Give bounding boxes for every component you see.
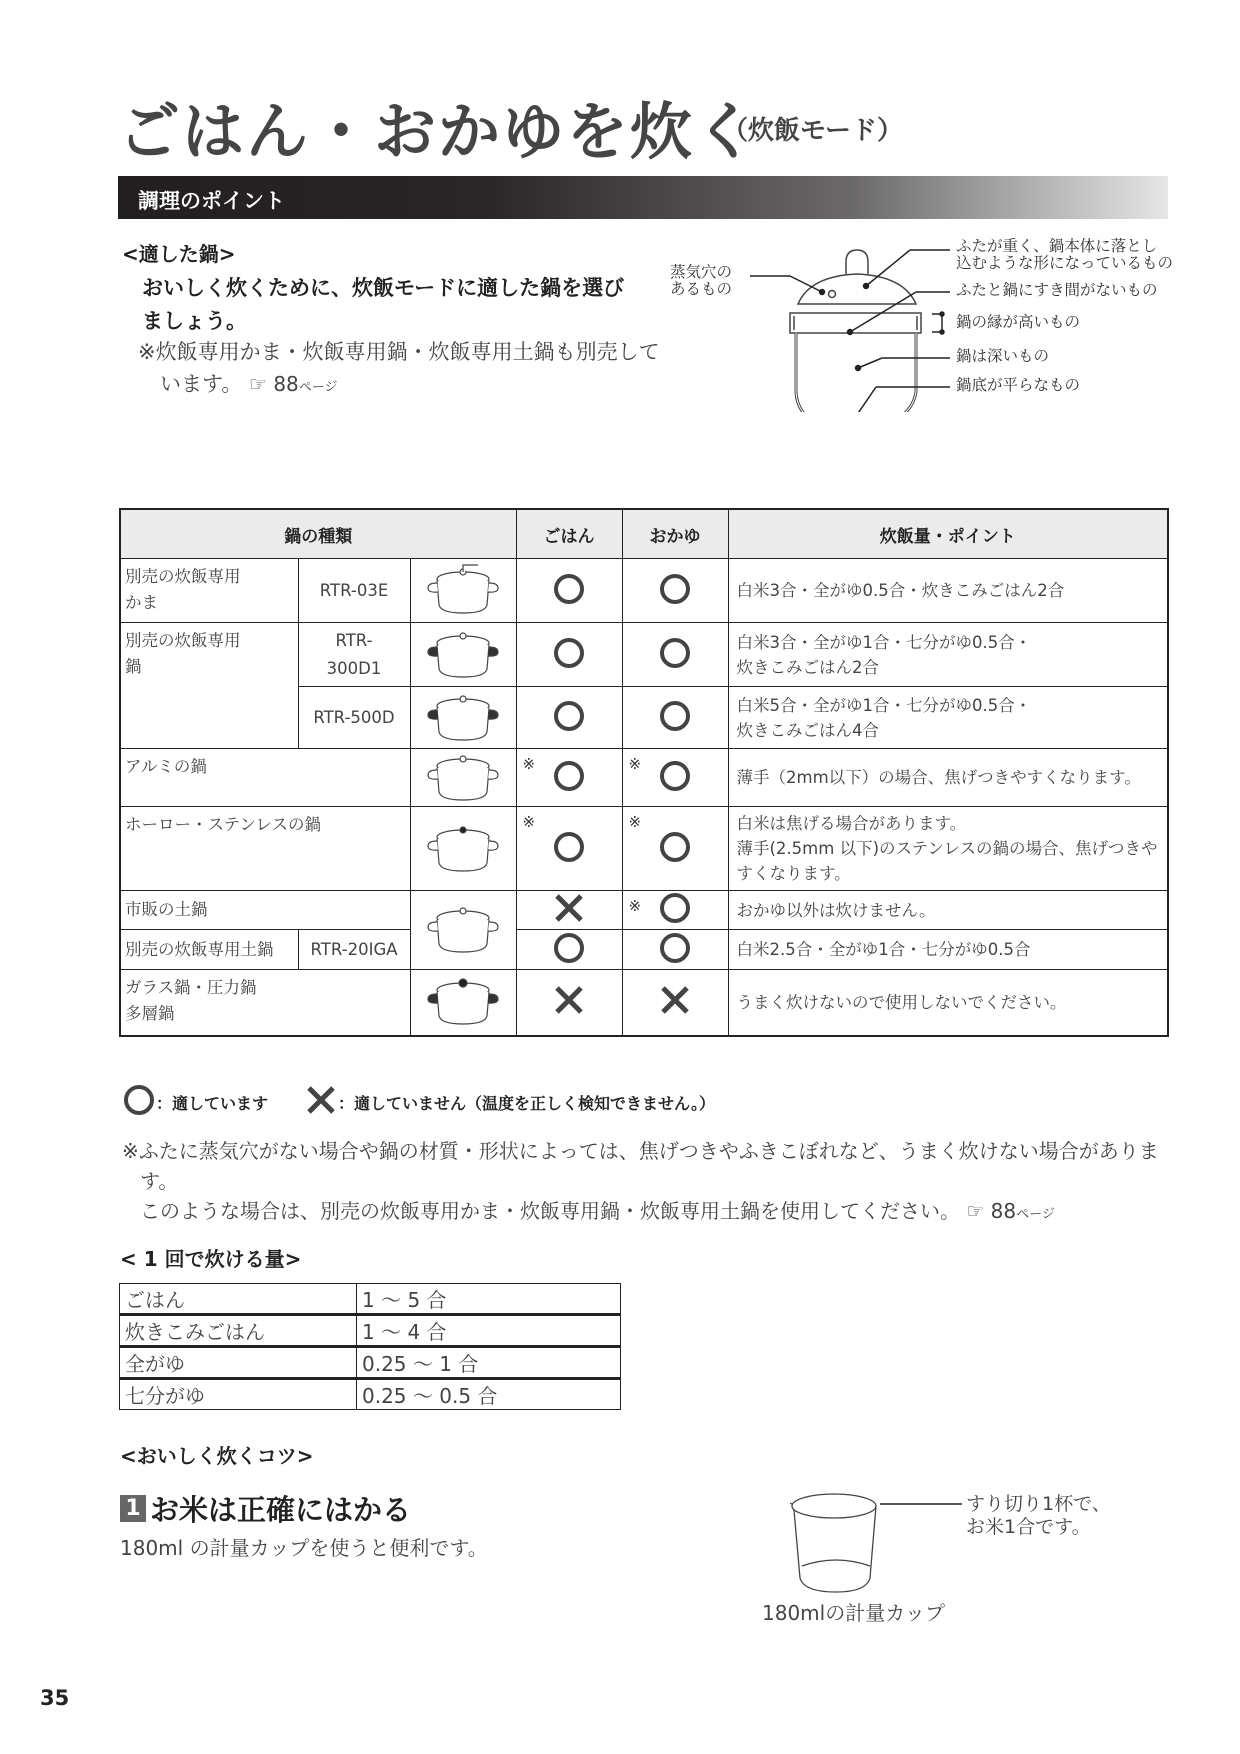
- okayu-suitability: [622, 623, 728, 687]
- diagram-label-no-gap: ふたと鍋にすき間がないもの: [956, 281, 1158, 299]
- gohan-suitability: [516, 559, 622, 623]
- caution-note: [122, 1136, 1182, 1230]
- page-number: 35: [40, 1686, 70, 1710]
- pointing-hand-icon: ☞: [966, 1199, 985, 1223]
- note-mark: ※: [522, 755, 536, 773]
- table-row: [120, 970, 1168, 1036]
- table-row: [120, 891, 1168, 930]
- pot-model: RTR-20IGA: [298, 930, 410, 970]
- reference-page-suffix: ページ: [1016, 1207, 1055, 1222]
- caution-note-line2-text: このような場合は、別売の炊飯専用かま・炊飯専用鍋・炊飯専用土鍋を使用してください。: [140, 1199, 960, 1223]
- table-row: [120, 807, 1168, 891]
- pot-type-name: 別売の炊飯専用土鍋: [120, 930, 298, 970]
- page-title: ごはん・おかゆを炊く: [118, 95, 759, 168]
- gohan-suitability: [516, 807, 622, 891]
- circle-ok-icon: [658, 931, 692, 969]
- gohan-suitability: [516, 623, 622, 687]
- rice-pot-icon: [418, 664, 508, 683]
- okayu-suitability: [622, 930, 728, 970]
- pot-point: うまく炊けないので使用しないでください。: [728, 970, 1168, 1036]
- header-pot-type: 鍋の種類: [120, 509, 516, 559]
- capacity-item: ごはん: [120, 1284, 357, 1315]
- okayu-suitability: [622, 891, 728, 930]
- section-bar: [118, 176, 1168, 219]
- okayu-suitability: [622, 970, 728, 1036]
- table-row: [120, 1379, 621, 1410]
- capacity-item: 炊きこみごはん: [120, 1315, 357, 1347]
- cup-note: すり切り1杯で、 お米1合です。: [966, 1493, 1111, 1538]
- gohan-suitability: [516, 749, 622, 807]
- pot-compatibility-table: [119, 508, 1169, 1037]
- diagram-label-deep: 鍋は深いもの: [956, 347, 1050, 365]
- step-title-text: お米は正確にはかる: [150, 1493, 412, 1527]
- caution-note-line1: ※ふたに蒸気穴がない場合や鍋の材質・形状によっては、焦げつきやふきこぼれなど、うまく炊けない場合があります。: [122, 1139, 1159, 1193]
- gohan-suitability: [516, 970, 622, 1036]
- pot-image: [410, 807, 516, 891]
- cross-ng-icon: [658, 983, 692, 1021]
- circle-ok-icon: [552, 830, 586, 868]
- rice-kettle-icon: [418, 600, 508, 619]
- header-points: 炊飯量・ポイント: [728, 509, 1168, 559]
- note-mark: ※: [522, 813, 536, 831]
- reference-page-suffix: ページ: [298, 380, 338, 395]
- legend-ok-label: ：適しています: [156, 1093, 269, 1113]
- gohan-suitability: [516, 891, 622, 930]
- legend: [122, 1083, 715, 1121]
- page-reference-link[interactable]: [966, 1199, 1055, 1223]
- table-header-row: [120, 509, 1168, 559]
- table-row: [120, 1315, 621, 1347]
- diagram-label-flat-bottom: 鍋底が平らなもの: [956, 376, 1081, 394]
- pot-image: [410, 559, 516, 623]
- pot-image: [410, 749, 516, 807]
- diagram-label-high-rim: 鍋の縁が高いもの: [956, 313, 1081, 331]
- table-row: [120, 1347, 621, 1379]
- capacity-amount: 0.25 ～ 0.5 合: [357, 1379, 621, 1410]
- steam-hole-label: 蒸気穴の あるもの: [670, 263, 733, 298]
- step-title: [120, 1488, 411, 1529]
- tips-heading: <おいしく炊くコツ>: [120, 1444, 314, 1468]
- capacity-table: [119, 1283, 621, 1410]
- pot-image: [410, 623, 516, 687]
- pot-point: おかゆ以外は炊けません。: [728, 891, 1168, 930]
- circle-ok-icon: [552, 572, 586, 610]
- clay-pot-icon: [418, 939, 508, 958]
- capacity-amount: 0.25 ～ 1 合: [357, 1347, 621, 1379]
- pot-point: 白米3合・全がゆ0.5合・炊きこみごはん2合: [728, 559, 1168, 623]
- suitable-pot-lead: おいしく炊くために、炊飯モードに適した鍋を選びましょう。: [142, 276, 625, 333]
- circle-ok-icon: [658, 891, 692, 929]
- okayu-suitability: [622, 749, 728, 807]
- capacity-amount: 1 ～ 4 合: [357, 1315, 621, 1347]
- table-row: [120, 749, 1168, 807]
- circle-ok-icon: [122, 1083, 156, 1121]
- cross-ng-icon: [304, 1083, 338, 1121]
- cross-ng-icon: [552, 983, 586, 1021]
- circle-ok-icon: [658, 636, 692, 674]
- gohan-suitability: [516, 687, 622, 749]
- cup-caption: 180mlの計量カップ: [762, 1601, 946, 1625]
- capacity-amount: 1 ～ 5 合: [357, 1284, 621, 1315]
- pot-type-name: 別売の炊飯専用 鍋: [120, 623, 298, 749]
- okayu-suitability: [622, 687, 728, 749]
- pot-type-name: ホーロー・ステンレスの鍋: [120, 807, 410, 891]
- page-subtitle: （炊飯モード）: [722, 116, 903, 146]
- cross-ng-icon: [552, 891, 586, 929]
- note-mark: ※: [628, 813, 642, 831]
- legend-ng-label: ：適していません（温度を正しく検知できません。）: [338, 1093, 715, 1113]
- pot-point: 白米3合・全がゆ1合・七分がゆ0.5合・ 炊きこみごはん2合: [728, 623, 1168, 687]
- page-reference-link[interactable]: [249, 372, 338, 396]
- pot-point: 白米5合・全がゆ1合・七分がゆ0.5合・ 炊きこみごはん4合: [728, 687, 1168, 749]
- aluminum-pot-icon: [418, 787, 508, 806]
- pot-image: [410, 970, 516, 1036]
- okayu-suitability: [622, 807, 728, 891]
- pot-point: 白米2.5合・全がゆ1合・七分がゆ0.5合: [728, 930, 1168, 970]
- pot-diagram: [670, 232, 1190, 412]
- pot-point: 白米は焦げる場合があります。 薄手(2.5mm 以下)のステンレスの鍋の場合、焦げつきやすくなります。: [728, 807, 1168, 891]
- circle-ok-icon: [552, 931, 586, 969]
- okayu-suitability: [622, 559, 728, 623]
- reference-page: 88: [273, 372, 299, 396]
- reference-page: 88: [990, 1199, 1017, 1223]
- capacity-item: 全がゆ: [120, 1347, 357, 1379]
- table-row: [120, 930, 1168, 970]
- circle-ok-icon: [658, 572, 692, 610]
- circle-ok-icon: [552, 699, 586, 737]
- pot-image: [410, 891, 516, 970]
- capacity-heading: < 1 回で炊ける量>: [120, 1247, 302, 1271]
- suitable-pot-note-text: ※炊飯専用かま・炊飯専用鍋・炊飯専用土鍋も別売しています。: [138, 340, 660, 396]
- gohan-suitability: [516, 930, 622, 970]
- header-gohan: ごはん: [516, 509, 622, 559]
- diagram-label-heavy-lid: ふたが重く、鍋本体に落とし 込むような形になっているもの: [956, 237, 1174, 272]
- note-mark: ※: [628, 755, 642, 773]
- header-okayu: おかゆ: [622, 509, 728, 559]
- rice-pot-large-icon: [418, 727, 508, 746]
- circle-ok-icon: [658, 759, 692, 797]
- pot-point: 薄手（2mm以下）の場合、焦げつきやすくなります。: [728, 749, 1168, 807]
- pot-image: [410, 687, 516, 749]
- pot-type-name: 市販の土鍋: [120, 891, 410, 930]
- circle-ok-icon: [552, 759, 586, 797]
- pot-model: RTR-500D: [298, 687, 410, 749]
- pot-model: RTR- 300D1: [298, 623, 410, 687]
- suitable-pot-heading: <適した鍋>: [122, 242, 236, 266]
- pointing-hand-icon: ☞: [249, 372, 267, 396]
- enamel-pot-icon: [418, 858, 508, 877]
- pressure-pot-icon: [418, 1011, 508, 1030]
- circle-ok-icon: [658, 699, 692, 737]
- pot-type-name: ガラス鍋・圧力鍋 多層鍋: [120, 970, 410, 1036]
- caution-note-line2: [122, 1196, 1182, 1230]
- circle-ok-icon: [552, 636, 586, 674]
- capacity-item: 七分がゆ: [120, 1379, 357, 1410]
- circle-ok-icon: [658, 830, 692, 868]
- pot-type-name: アルミの鍋: [120, 749, 410, 807]
- step-description: 180ml の計量カップを使うと便利です。: [120, 1536, 488, 1560]
- section-label: 調理のポイント: [138, 189, 285, 213]
- suitable-pot-note: [138, 336, 670, 404]
- table-row: [120, 559, 1168, 623]
- pot-type-name: 別売の炊飯専用 かま: [120, 559, 298, 623]
- table-row: [120, 1284, 621, 1315]
- pot-model: RTR-03E: [298, 559, 410, 623]
- note-mark: ※: [628, 897, 642, 915]
- step-number-badge: 1: [120, 1495, 146, 1522]
- table-row: [120, 623, 1168, 687]
